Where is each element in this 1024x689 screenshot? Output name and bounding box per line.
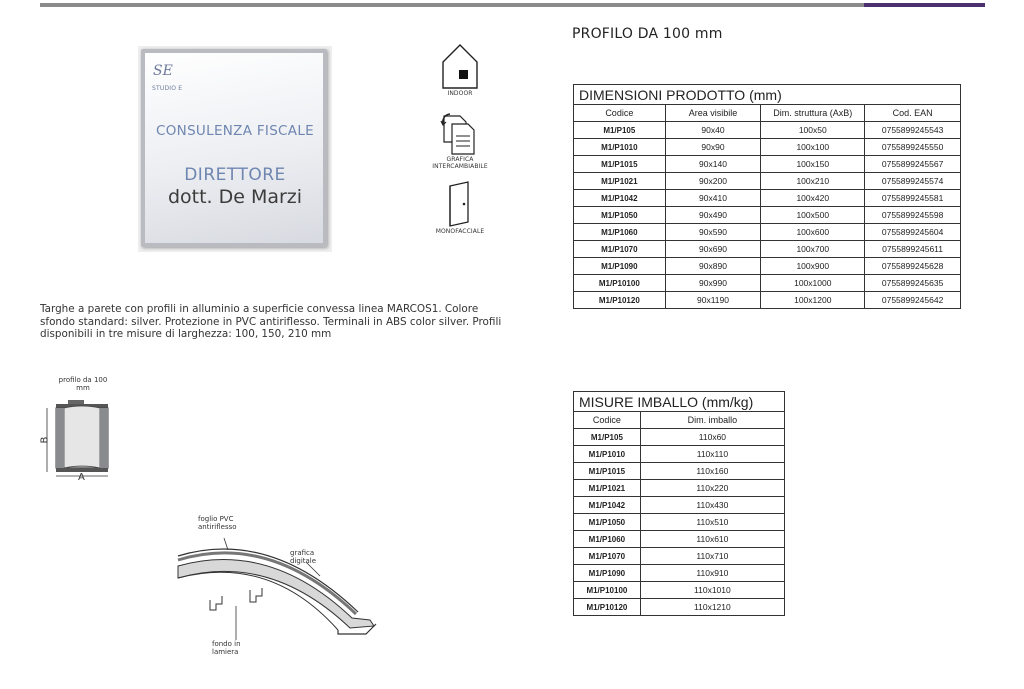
table-cell: 90x990 bbox=[665, 275, 761, 292]
product-code-cell: M1/P1015 bbox=[574, 463, 641, 480]
table-cell: 0755899245598 bbox=[865, 207, 961, 224]
table-row bbox=[574, 258, 961, 275]
label-pvc-sheet: foglio PVC antiriflesso bbox=[198, 515, 237, 531]
table-row bbox=[574, 599, 785, 616]
table-row bbox=[574, 463, 785, 480]
product-code-cell: M1/P10120 bbox=[574, 599, 641, 616]
product-code-cell: M1/P1090 bbox=[574, 565, 641, 582]
table-row bbox=[574, 548, 785, 565]
column-header: Dim. struttura (AxB) bbox=[761, 105, 865, 122]
table-cell: 90x90 bbox=[665, 139, 761, 156]
table-row bbox=[574, 429, 785, 446]
dimension-a-label: A bbox=[78, 472, 85, 483]
table-cell: 110x110 bbox=[640, 446, 784, 463]
product-code-cell: M1/P1010 bbox=[574, 446, 641, 463]
product-code-cell: M1/P105 bbox=[574, 122, 666, 139]
table-cell: 90x690 bbox=[665, 241, 761, 258]
product-code-cell: M1/P1070 bbox=[574, 548, 641, 565]
column-header: Cod. EAN bbox=[865, 105, 961, 122]
table-cell: 100x420 bbox=[761, 190, 865, 207]
product-code-cell: M1/P1060 bbox=[574, 531, 641, 548]
product-code-cell: M1/P1021 bbox=[574, 480, 641, 497]
product-photo bbox=[138, 46, 332, 252]
document-swap-icon bbox=[440, 112, 480, 156]
feature-interchangeable-label: GRAFICA INTERCAMBIABILE bbox=[432, 156, 488, 170]
product-code-cell: M1/P10100 bbox=[574, 275, 666, 292]
product-code-cell: M1/P10100 bbox=[574, 582, 641, 599]
table-row bbox=[574, 275, 961, 292]
label-digital-graphic: grafica digitale bbox=[290, 549, 317, 565]
table-row bbox=[574, 241, 961, 258]
house-icon bbox=[440, 42, 480, 90]
sign-logo: SE bbox=[153, 63, 173, 79]
table-cell: 100x150 bbox=[761, 156, 865, 173]
profile-diagram-label: profilo da 100 mm bbox=[58, 376, 108, 392]
table-row bbox=[574, 497, 785, 514]
table-cell: 90x890 bbox=[665, 258, 761, 275]
table-cell: 110x160 bbox=[640, 463, 784, 480]
top-divider bbox=[40, 3, 864, 7]
product-code-cell: M1/P1021 bbox=[574, 173, 666, 190]
table-cell: 100x100 bbox=[761, 139, 865, 156]
packaging-table-title: MISURE IMBALLO (mm/kg) bbox=[574, 392, 785, 412]
section-detail-diagram bbox=[170, 520, 390, 650]
table-row bbox=[574, 292, 961, 309]
table-row bbox=[574, 173, 961, 190]
table-cell: 100x50 bbox=[761, 122, 865, 139]
product-code-cell: M1/P1042 bbox=[574, 190, 666, 207]
table-cell: 90x40 bbox=[665, 122, 761, 139]
table-cell: 110x430 bbox=[640, 497, 784, 514]
sign-logo-subtitle: STUDIO E bbox=[152, 85, 183, 92]
table-cell: 100x1200 bbox=[761, 292, 865, 309]
table-row bbox=[574, 190, 961, 207]
column-header: Codice bbox=[574, 412, 641, 429]
table-cell: 90x140 bbox=[665, 156, 761, 173]
table-cell: 90x1190 bbox=[665, 292, 761, 309]
table-header-row bbox=[574, 412, 785, 429]
table-row bbox=[574, 122, 961, 139]
table-cell: 0755899245550 bbox=[865, 139, 961, 156]
table-cell: 90x410 bbox=[665, 190, 761, 207]
table-row bbox=[574, 480, 785, 497]
table-row bbox=[574, 531, 785, 548]
table-cell: 100x600 bbox=[761, 224, 865, 241]
top-divider-accent bbox=[864, 3, 985, 7]
table-cell: 110x910 bbox=[640, 565, 784, 582]
feature-indoor bbox=[420, 42, 500, 97]
product-dimensions-table bbox=[573, 84, 961, 309]
table-cell: 110x60 bbox=[640, 429, 784, 446]
table-cell: 0755899245567 bbox=[865, 156, 961, 173]
feature-interchangeable bbox=[418, 112, 502, 170]
table-cell: 100x210 bbox=[761, 173, 865, 190]
sign-line-role: DIRETTORE bbox=[184, 165, 286, 185]
table-cell: 100x900 bbox=[761, 258, 865, 275]
table-cell: 110x1210 bbox=[640, 599, 784, 616]
table-cell: 0755899245611 bbox=[865, 241, 961, 258]
dimension-b-label: B bbox=[39, 436, 51, 444]
column-header: Area visibile bbox=[665, 105, 761, 122]
table-cell: 90x200 bbox=[665, 173, 761, 190]
table-row bbox=[574, 224, 961, 241]
sign-plate bbox=[141, 49, 327, 247]
product-description: Targhe a parete con profili in alluminio a superficie convessa linea MARCOS1. Colore sfondo standard: silver. Protezione in PVC antiriflesso. Terminali in ABS color silver. Profili disponibili in tre misure di larghezza: 100, 150, 210 mm bbox=[40, 303, 502, 340]
table-cell: 100x1000 bbox=[761, 275, 865, 292]
sign-line-name: dott. De Marzi bbox=[167, 186, 303, 208]
table-cell: 110x220 bbox=[640, 480, 784, 497]
table-row bbox=[574, 582, 785, 599]
column-header: Dim. imballo bbox=[640, 412, 784, 429]
table-cell: 110x710 bbox=[640, 548, 784, 565]
table-row bbox=[574, 139, 961, 156]
table-cell: 110x510 bbox=[640, 514, 784, 531]
table-row bbox=[574, 446, 785, 463]
product-code-cell: M1/P1050 bbox=[574, 514, 641, 531]
table-cell: 110x1010 bbox=[640, 582, 784, 599]
product-code-cell: M1/P10120 bbox=[574, 292, 666, 309]
sign-line-department: CONSULENZA FISCALE bbox=[156, 123, 314, 139]
table-row bbox=[574, 514, 785, 531]
table-cell: 100x700 bbox=[761, 241, 865, 258]
product-code-cell: M1/P1042 bbox=[574, 497, 641, 514]
packaging-table bbox=[573, 391, 785, 616]
product-code-cell: M1/P1010 bbox=[574, 139, 666, 156]
table-row bbox=[574, 565, 785, 582]
table-header-row bbox=[574, 105, 961, 122]
table-cell: 0755899245635 bbox=[865, 275, 961, 292]
product-code-cell: M1/P105 bbox=[574, 429, 641, 446]
table-cell: 100x500 bbox=[761, 207, 865, 224]
table-cell: 0755899245628 bbox=[865, 258, 961, 275]
table-cell: 110x610 bbox=[640, 531, 784, 548]
door-icon bbox=[440, 180, 480, 228]
table-cell: 0755899245574 bbox=[865, 173, 961, 190]
column-header: Codice bbox=[574, 105, 666, 122]
product-code-cell: M1/P1050 bbox=[574, 207, 666, 224]
table-cell: 0755899245581 bbox=[865, 190, 961, 207]
feature-single-sided bbox=[420, 180, 500, 235]
table-row bbox=[574, 156, 961, 173]
table-cell: 90x490 bbox=[665, 207, 761, 224]
table-cell: 90x590 bbox=[665, 224, 761, 241]
product-code-cell: M1/P1015 bbox=[574, 156, 666, 173]
table-cell: 0755899245604 bbox=[865, 224, 961, 241]
product-code-cell: M1/P1070 bbox=[574, 241, 666, 258]
feature-indoor-label: INDOOR bbox=[447, 90, 473, 97]
table-row bbox=[574, 207, 961, 224]
profile-heading: PROFILO DA 100 mm bbox=[572, 26, 723, 42]
table-cell: 0755899245642 bbox=[865, 292, 961, 309]
product-code-cell: M1/P1090 bbox=[574, 258, 666, 275]
table-cell: 0755899245543 bbox=[865, 122, 961, 139]
product-code-cell: M1/P1060 bbox=[574, 224, 666, 241]
label-metal-base: fondo in lamiera bbox=[212, 640, 241, 656]
product-table-title: DIMENSIONI PRODOTTO (mm) bbox=[574, 85, 961, 105]
feature-single-sided-label: MONOFACCIALE bbox=[435, 228, 485, 235]
